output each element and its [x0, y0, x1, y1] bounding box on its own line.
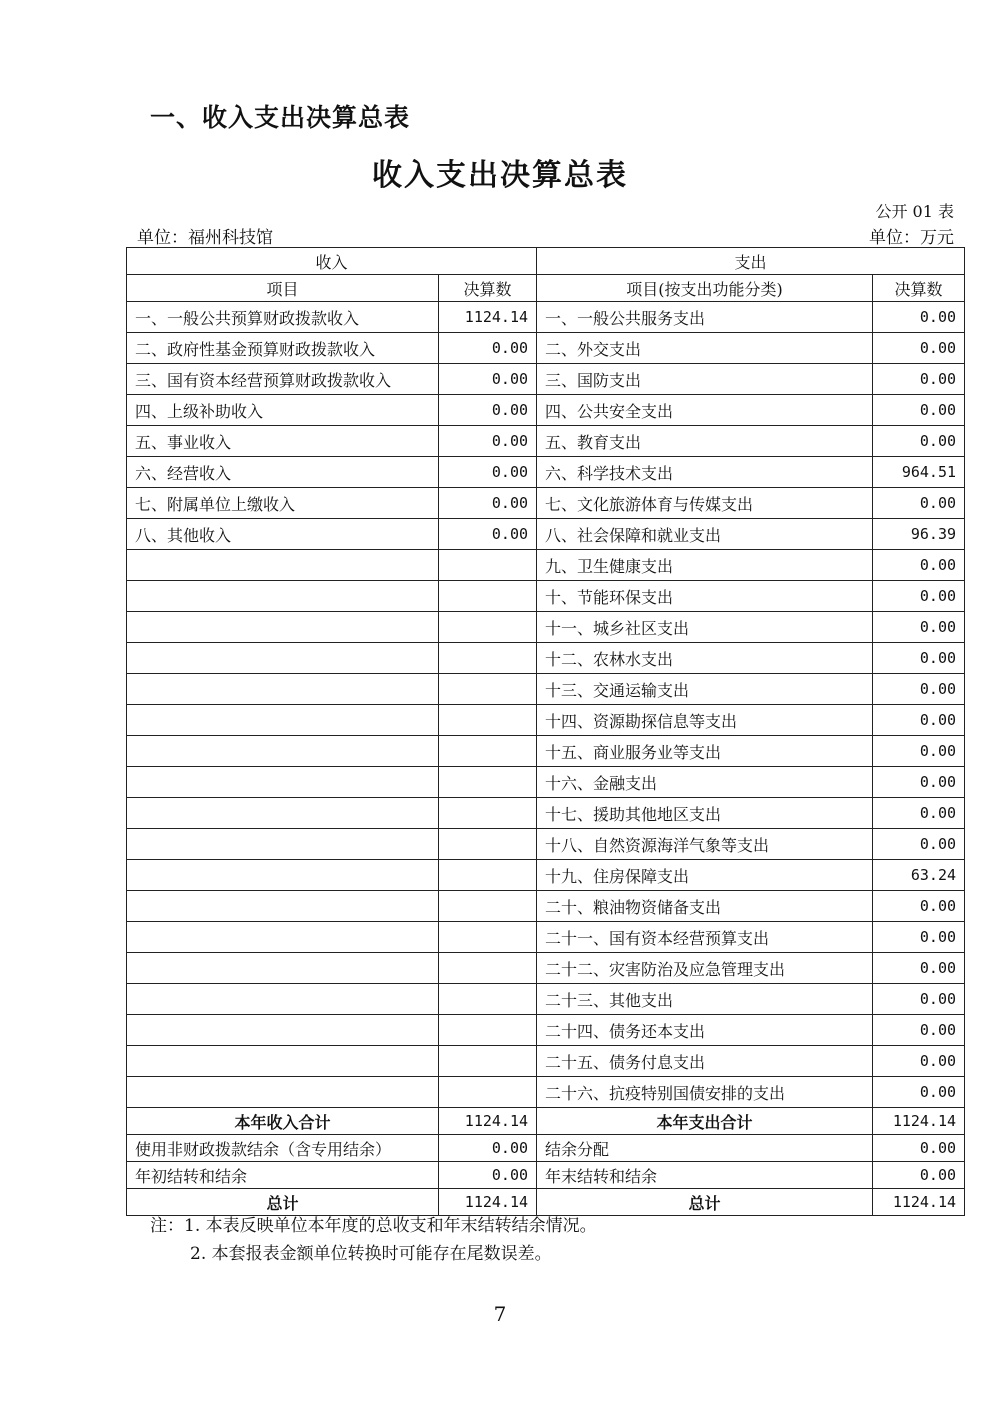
currency-unit: 单位：万元 [869, 228, 954, 248]
section-heading: 一、收入支出决算总表 [150, 103, 411, 132]
table-row [127, 426, 965, 457]
table-row [127, 364, 965, 395]
page-title: 收入支出决算总表 [372, 158, 628, 193]
income-item [127, 643, 439, 674]
income-item: 一、一般公共预算财政拨款收入 [127, 302, 439, 333]
expense-item: 八、社会保障和就业支出 [537, 519, 873, 550]
income-item: 二、政府性基金预算财政拨款收入 [127, 333, 439, 364]
table-row [127, 581, 965, 612]
table-row [127, 767, 965, 798]
expense-amount: 0.00 [873, 426, 965, 457]
end-label: 年末结转和结余 [537, 1162, 873, 1189]
income-amount [439, 705, 537, 736]
income-amount [439, 736, 537, 767]
nonfiscal-label: 使用非财政拨款结余（含专用结余） [127, 1135, 439, 1162]
expense-item: 二十一、国有资本经营预算支出 [537, 922, 873, 953]
table-row [127, 488, 965, 519]
income-amount [439, 798, 537, 829]
income-item [127, 550, 439, 581]
expense-item: 十二、农林水支出 [537, 643, 873, 674]
expense-item: 十七、援助其他地区支出 [537, 798, 873, 829]
expense-item: 九、卫生健康支出 [537, 550, 873, 581]
grand-total-label-right: 总计 [537, 1189, 873, 1216]
expense-amount: 0.00 [873, 891, 965, 922]
expense-item: 二十三、其他支出 [537, 984, 873, 1015]
expense-amount: 0.00 [873, 1077, 965, 1108]
grand-expense-value: 1124.14 [873, 1189, 965, 1216]
income-item [127, 798, 439, 829]
expense-item: 三、国防支出 [537, 364, 873, 395]
end-value: 0.00 [873, 1162, 965, 1189]
expense-amount: 0.00 [873, 333, 965, 364]
income-item [127, 984, 439, 1015]
income-item [127, 860, 439, 891]
table-row [127, 798, 965, 829]
income-amount: 0.00 [439, 457, 537, 488]
budget-table [126, 247, 965, 1216]
year-expense-value: 1124.14 [873, 1108, 965, 1135]
income-amount [439, 643, 537, 674]
expense-amount: 0.00 [873, 364, 965, 395]
table-row [127, 550, 965, 581]
expense-amount: 964.51 [873, 457, 965, 488]
grand-total-label-left: 总计 [127, 1189, 439, 1216]
table-row [127, 333, 965, 364]
income-amount: 0.00 [439, 519, 537, 550]
expense-item: 六、科学技术支出 [537, 457, 873, 488]
expense-amount: 0.00 [873, 1015, 965, 1046]
table-row [127, 395, 965, 426]
expense-amount: 0.00 [873, 581, 965, 612]
expense-item: 十九、住房保障支出 [537, 860, 873, 891]
income-amount [439, 1077, 537, 1108]
expense-item: 十三、交通运输支出 [537, 674, 873, 705]
expense-item: 二十五、债务付息支出 [537, 1046, 873, 1077]
expense-amount: 0.00 [873, 674, 965, 705]
income-amount [439, 674, 537, 705]
income-amount: 0.00 [439, 426, 537, 457]
carryover-row [127, 1162, 965, 1189]
income-amount [439, 891, 537, 922]
expense-item: 二十四、债务还本支出 [537, 1015, 873, 1046]
income-amount-header: 决算数 [439, 275, 537, 302]
expense-amount: 0.00 [873, 612, 965, 643]
income-item [127, 1015, 439, 1046]
table-row [127, 829, 965, 860]
expense-amount: 0.00 [873, 953, 965, 984]
form-number: 公开 01 表 [875, 202, 954, 221]
income-item [127, 581, 439, 612]
income-item: 六、经营收入 [127, 457, 439, 488]
expense-amount: 0.00 [873, 922, 965, 953]
table-subheader-row [127, 275, 965, 302]
income-item [127, 953, 439, 984]
table-row [127, 953, 965, 984]
income-item [127, 767, 439, 798]
expense-amount: 0.00 [873, 395, 965, 426]
income-item: 三、国有资本经营预算财政拨款收入 [127, 364, 439, 395]
income-amount [439, 922, 537, 953]
table-row [127, 519, 965, 550]
table-row [127, 643, 965, 674]
income-amount [439, 1015, 537, 1046]
expense-item: 五、教育支出 [537, 426, 873, 457]
expense-item: 四、公共安全支出 [537, 395, 873, 426]
table-row [127, 302, 965, 333]
expense-amount: 0.00 [873, 798, 965, 829]
expense-item: 十四、资源勘探信息等支出 [537, 705, 873, 736]
expense-item: 十六、金融支出 [537, 767, 873, 798]
income-item [127, 674, 439, 705]
table-row [127, 1015, 965, 1046]
income-amount: 1124.14 [439, 302, 537, 333]
income-item: 七、附属单位上缴收入 [127, 488, 439, 519]
expense-item: 一、一般公共服务支出 [537, 302, 873, 333]
note-1: 注：1. 本表反映单位本年度的总收支和年末结转结余情况。 [150, 1216, 597, 1236]
income-amount: 0.00 [439, 395, 537, 426]
income-amount [439, 1046, 537, 1077]
expense-amount: 0.00 [873, 736, 965, 767]
expense-item: 十五、商业服务业等支出 [537, 736, 873, 767]
table-row [127, 457, 965, 488]
income-amount [439, 953, 537, 984]
table-row [127, 860, 965, 891]
expense-amount: 96.39 [873, 519, 965, 550]
expense-amount: 0.00 [873, 984, 965, 1015]
income-amount: 0.00 [439, 364, 537, 395]
expense-amount: 0.00 [873, 488, 965, 519]
page-number: 7 [493, 1302, 507, 1326]
table-row [127, 984, 965, 1015]
expense-amount: 0.00 [873, 550, 965, 581]
income-item: 五、事业收入 [127, 426, 439, 457]
expense-item: 二、外交支出 [537, 333, 873, 364]
income-amount: 0.00 [439, 488, 537, 519]
nonfiscal-row [127, 1135, 965, 1162]
income-item: 四、上级补助收入 [127, 395, 439, 426]
surplus-dist-label: 结余分配 [537, 1135, 873, 1162]
year-total-row [127, 1108, 965, 1135]
table-row [127, 674, 965, 705]
income-amount [439, 984, 537, 1015]
expense-amount: 0.00 [873, 705, 965, 736]
income-amount [439, 581, 537, 612]
table-row [127, 705, 965, 736]
surplus-dist-value: 0.00 [873, 1135, 965, 1162]
table-header-row [127, 248, 965, 275]
income-item [127, 922, 439, 953]
notes [150, 1212, 597, 1268]
income-amount [439, 612, 537, 643]
begin-label: 年初结转和结余 [127, 1162, 439, 1189]
expense-item: 七、文化旅游体育与传媒支出 [537, 488, 873, 519]
year-expense-label: 本年支出合计 [537, 1108, 873, 1135]
expense-amount: 63.24 [873, 860, 965, 891]
begin-value: 0.00 [439, 1162, 537, 1189]
expense-item: 二十二、灾害防治及应急管理支出 [537, 953, 873, 984]
grand-income-value: 1124.14 [439, 1189, 537, 1216]
expense-amount: 0.00 [873, 829, 965, 860]
income-amount [439, 550, 537, 581]
expense-amount: 0.00 [873, 767, 965, 798]
expense-header: 支出 [537, 248, 965, 275]
expense-item-header: 项目(按支出功能分类) [537, 275, 873, 302]
unit-name: 单位：福州科技馆 [137, 228, 273, 248]
income-item [127, 1077, 439, 1108]
income-item [127, 1046, 439, 1077]
table-row [127, 1046, 965, 1077]
income-item [127, 736, 439, 767]
table-row [127, 891, 965, 922]
income-item [127, 891, 439, 922]
table-row [127, 612, 965, 643]
year-income-label: 本年收入合计 [127, 1108, 439, 1135]
expense-amount: 0.00 [873, 302, 965, 333]
note-2: 2. 本套报表金额单位转换时可能存在尾数误差。 [190, 1244, 552, 1264]
expense-amount-header: 决算数 [873, 275, 965, 302]
income-amount [439, 860, 537, 891]
expense-amount: 0.00 [873, 1046, 965, 1077]
table-row [127, 1077, 965, 1108]
income-item: 八、其他收入 [127, 519, 439, 550]
income-item [127, 829, 439, 860]
year-income-value: 1124.14 [439, 1108, 537, 1135]
income-item [127, 612, 439, 643]
income-item-header: 项目 [127, 275, 439, 302]
income-amount [439, 767, 537, 798]
income-amount: 0.00 [439, 333, 537, 364]
nonfiscal-value: 0.00 [439, 1135, 537, 1162]
expense-item: 十一、城乡社区支出 [537, 612, 873, 643]
income-item [127, 705, 439, 736]
income-amount [439, 829, 537, 860]
table-row [127, 736, 965, 767]
expense-item: 十、节能环保支出 [537, 581, 873, 612]
expense-item: 二十六、抗疫特别国债安排的支出 [537, 1077, 873, 1108]
expense-amount: 0.00 [873, 643, 965, 674]
expense-item: 二十、粮油物资储备支出 [537, 891, 873, 922]
income-header: 收入 [127, 248, 537, 275]
table-row [127, 922, 965, 953]
expense-item: 十八、自然资源海洋气象等支出 [537, 829, 873, 860]
